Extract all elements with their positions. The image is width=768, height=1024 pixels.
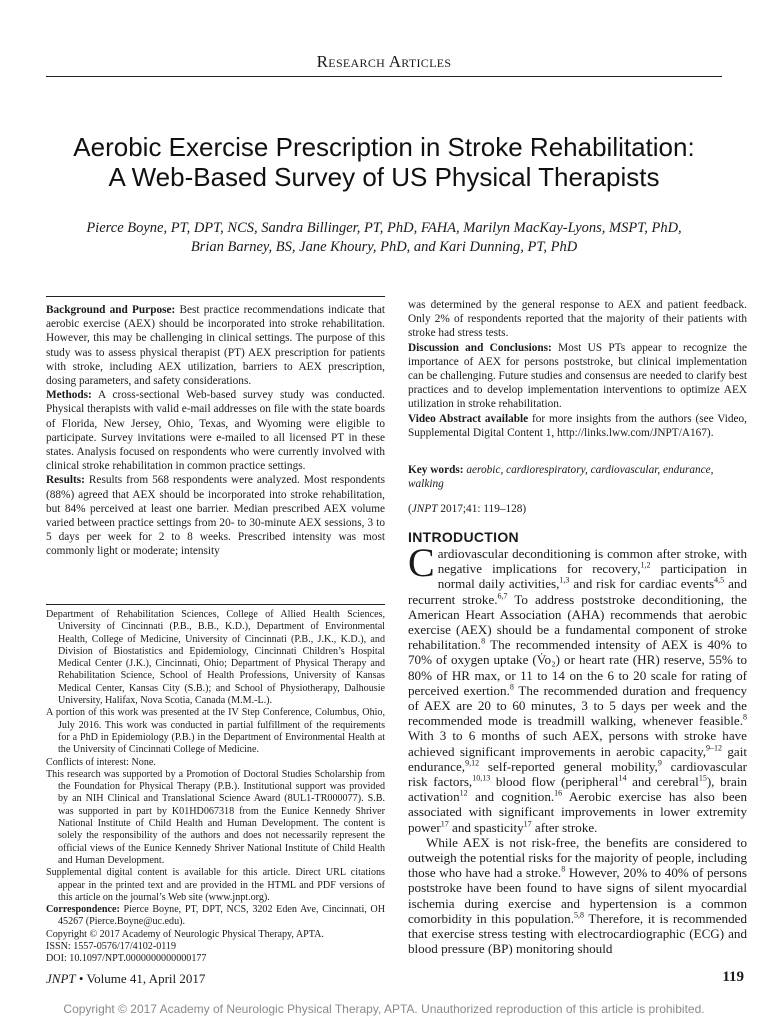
ref: 14 (618, 773, 627, 783)
abstract-left (46, 296, 385, 559)
correspondence-label: Correspondence: (46, 904, 120, 916)
footer-volume: • Volume 41, April 2017 (75, 971, 206, 986)
results-label: Results: (46, 474, 85, 487)
footnotes (46, 609, 385, 966)
title-line-1: Aerobic Exercise Prescription in Stroke Rehabilitation: (73, 132, 695, 162)
drop-cap: C (408, 540, 435, 585)
ref: 10,13 (472, 773, 491, 783)
header-rule (46, 76, 722, 77)
ref: 8 (743, 712, 747, 722)
presentation-note: A portion of this work was presented at the IV Step Conference, Columbus, Ohio, July 2016. This work was conducted in partial fulfillment of the requirements for a PhD in Epidemiology (P.B.) in the Department of Environmental Health at the University of Cincinnati College of Medicine. (46, 707, 385, 756)
abstract-results (46, 473, 385, 558)
keywords-text: aerobic, cardiorespiratory, cardiovascular, endurance, walking (408, 464, 714, 490)
intro-text: after stroke. (531, 819, 598, 835)
copyright-banner: Copyright © 2017 Academy of Neurologic Physical Therapy, APTA. Unauthorized reproduction of this article is prohibited. (63, 1002, 705, 1016)
authors-line-2: Brian Barney, BS, Jane Khoury, PhD, and Kari Dunning, PT, PhD (190, 239, 578, 255)
intro-text: participation in normal daily activities, (437, 561, 747, 592)
ref: 16 (554, 788, 563, 798)
copyright-note: Copyright © 2017 Academy of Neurologic Physical Therapy, APTA. (46, 928, 324, 940)
authors-line-1: Pierce Boyne, PT, DPT, NCS, Sandra Billinger, PT, PhD, FAHA, Marilyn MacKay-Lyons, MSPT, PhD, (86, 220, 682, 236)
intro-text: and cerebral (626, 774, 699, 790)
title-line-2: A Web-Based Survey of US Physical Therapists (108, 162, 660, 192)
abstract-right (408, 298, 747, 440)
intro-text: The recommended intensity of AEX is 40% to 70% of oxygen uptake (V̇o₂) or heart rate (HR) reserve, 55% to 80% of HR max, or 11 to 14 on the 6 to 20 scale for rating of perceived exertion. (408, 637, 747, 698)
footnote-rule (46, 604, 385, 605)
intro-paragraph-2 (408, 835, 747, 957)
methods-text: A cross-sectional Web-based survey study was conducted. Physical therapists with valid e-mail addresses on file with the state boards of Florida, New Jersey, Ohio, Texas, and Wyoming were eligible to participate. Survey invitations were e-mailed to all licensed PT in these states. Analysis focused on respondents who were currently involved with clinical stroke rehabilitation in common practice settings. (46, 389, 385, 473)
ref: 9 (657, 758, 662, 768)
supplemental-note: Supplemental digital content is available for this article. Direct URL citations appear in the printed text and are provided in the HTML and PDF versions of this article on the journal’s Web site (www.jnpt.org). (46, 867, 385, 903)
affiliations-note: Department of Rehabilitation Sciences, College of Allied Health Sciences, University of Cincinnati (P.B., B.B., K.D.), Department of Environmental Health, College of Medicine, University of Cincinnati (P.B., J.K., K.D.), and Division of Biostatistics and Epidemiology, Cincinnati Children’s Hospital Medical Center (J.K.), Cincinnati, Ohio; Department of Physical Therapy and Rehabilitation Science, School of Health Professions, University of Kansas Medical Center, Kansas City (S.B.); and School of Physiotherapy, Dalhousie University, Halifax, Nova Scotia, Canada (M.M.-L.). (46, 609, 385, 707)
correspondence-note (46, 904, 385, 929)
intro-text: and risk for cardiac events (569, 576, 715, 592)
doi: DOI: 10.1097/NPT.0000000000000177 (46, 953, 207, 965)
ref: 4,5 (714, 576, 725, 586)
page-number: 119 (722, 969, 744, 985)
keywords (408, 463, 747, 491)
intro-text: Therefore, it is recommended that exercise stress testing with electrocardiographic (ECG) and blood pressure (BP) monitoring should (408, 910, 747, 957)
intro-text: ardiovascular deconditioning is common after stroke, with negative implications for recovery, (437, 546, 747, 577)
intro-paragraph-1 (408, 540, 748, 835)
discussion-text: Most US PTs appear to recognize the importance of AEX for persons poststroke, but clinical implementation can be challenging. Future studies and consensus are needed to clarify best practices and to develop implementation interventions to optimize AEX utilization in stroke rehabilitation. (408, 341, 747, 411)
intro-text: While AEX is not risk-free, the benefits are considered to outweigh the potential risks for the majority of people, including those who have had a stroke. (408, 834, 747, 881)
issn: ISSN: 1557-0576/17/4102-0119 (46, 941, 177, 953)
footer-journal: JNPT (46, 971, 76, 986)
intro-text: cardiovascular risk factors, (408, 758, 747, 790)
intro-text: ), brain activation (408, 774, 748, 805)
methods-label: Methods: (46, 389, 92, 402)
background-text: Best practice recommendations indicate that aerobic exercise (AEX) should be incorporated into stroke rehabilitation. However, this may be challenging in clinical settings. The purpose of this study was to assess physical therapist (PT) AEX prescription for patients with stroke, including AEX utilization, barriers to AEX prescription, dosing parameters, and safety considerations. (46, 304, 385, 388)
ref: 8 (509, 682, 514, 692)
ref: 12 (459, 788, 468, 798)
intro-text: To address poststroke deconditioning, the American Heart Association (AHA) recommends that aerobic exercise (AEX) should be a fundamental component of stroke rehabilitation. (408, 591, 747, 653)
background-label: Background and Purpose: (46, 304, 176, 316)
intro-text: Aerobic exercise has also been associated with significant improvements in lower extremity power (408, 789, 747, 835)
ref: 1,2 (640, 560, 651, 570)
citation-rest: 2017;41: 119–128) (437, 503, 527, 515)
introduction-heading: INTRODUCTION (408, 529, 519, 545)
abstract-methods (46, 388, 385, 473)
funding-note: This research was supported by a Promotion of Doctoral Studies Scholarship from the Foundation for Physical Therapy (P.B.). Institutional support was provided by an NIH Clinical and Translational Science Award (8UL1-TR000077). S.B. was supported in part by K01HD067318 from the Eunice Kennedy Shriver National Institute of Child Health and Human Development. The content is solely the responsibility of the authors and does not necessarily represent the official views of the Eunice Kennedy Shriver National Institute of Child Health and Human Development. (46, 768, 385, 866)
ref: 17 (440, 819, 449, 829)
article-title (40, 132, 728, 192)
author-list (50, 219, 718, 257)
ref: 8 (481, 636, 486, 646)
ref: 9–12 (706, 743, 723, 753)
intro-text: With 3 to 6 months of such AEX, persons with stroke have achieved significant improvements in aerobic capacity, (408, 728, 747, 759)
section-header: Research Articles (316, 52, 452, 71)
abstract-background (46, 303, 385, 388)
keywords-label: Key words: (408, 464, 464, 476)
intro-text: and cognition. (467, 789, 555, 805)
intro-text: However, 20% to 40% of persons poststroke have been found to have signs of silent myocardial ischemia during exercise and hypertension is a common comorbidity in this population. (408, 865, 747, 926)
discussion-label: Discussion and Conclusions: (408, 341, 552, 354)
results-text: Results from 568 respondents were analyzed. Most respondents (88%) agreed that AEX should be incorporated into stroke rehabilitation, but 84% perceived at least one barrier. Median prescribed AEX volume varied between practice settings from 20- to 30-minute AEX sessions, 3 to 5 days per week for 2 to 8 weeks. Prescribed intensity was most commonly light or moderate; intensity (46, 474, 385, 558)
abstract-discussion (408, 341, 747, 412)
ref: 5,8 (574, 910, 585, 920)
ref: 1,3 (559, 576, 570, 586)
ref: 6,7 (497, 591, 508, 601)
results-continued: was determined by the general response to AEX and patient feedback. Only 2% of respondents reported that the majority of their patients with stroke had stress tests. (408, 299, 747, 340)
intro-text: and spasticity (448, 819, 524, 835)
ref: 15 (698, 773, 707, 783)
correspondence-text: Pierce Boyne, PT, DPT, NCS, 3202 Eden Ave, Cincinnati, OH 45267 (Pierce.Boyne@uc.edu). (58, 904, 385, 928)
citation-journal: JNPT (411, 503, 438, 515)
citation (408, 503, 747, 515)
intro-text: and recurrent stroke. (408, 576, 748, 607)
conflicts-note: Conflicts of interest: None. (46, 756, 156, 768)
video-text: for more insights from the authors (see Video, Supplemental Digital Content 1, http://links.lww.com/JNPT/A167). (408, 412, 747, 439)
intro-text: blood flow (peripheral (490, 774, 619, 790)
ref: 9,12 (465, 758, 480, 768)
video-label: Video Abstract available (408, 412, 529, 425)
intro-text: self-reported general mobility, (479, 758, 658, 774)
intro-text: gait endurance, (408, 743, 747, 774)
footer-journal-info (46, 971, 205, 987)
ref: 17 (523, 819, 532, 829)
introduction-body (408, 540, 748, 957)
intro-text: The recommended duration and frequency of AEX are 20 to 60 minutes, 3 to 5 days per week and the recommended mode is treadmill walking, whenever feasible. (408, 682, 747, 729)
ref: 8 (561, 864, 566, 874)
abstract-video (408, 412, 747, 440)
citation-open: ( (408, 503, 412, 515)
